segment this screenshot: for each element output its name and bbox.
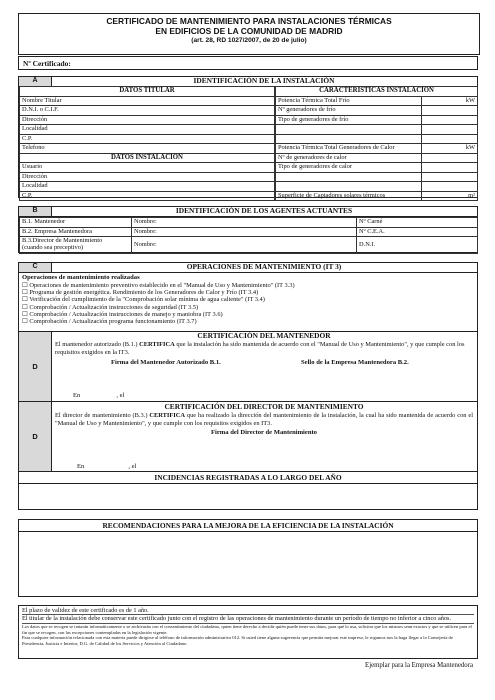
tipo-gen-calor-label: Tipo de generadores de calor	[276, 163, 422, 173]
section-a-installation	[18, 76, 478, 198]
tipo-gen-frio-spacer-1	[276, 125, 422, 135]
section-b-header	[19, 207, 477, 217]
legal-note-contact: Para cualquier información relacionada con esta materia puede dirigirse al teléfono de información administrativa 012. Si usted tiene alguna sugerencia que permita mejorar este impreso, le rogamos nos la haga llegar a la Consejería de Presidencia, Justicia e Interior, D.G. de Calidad de los Servicios y Atención al Ciudadano.	[22, 635, 453, 646]
operation-option-3[interactable]	[22, 296, 477, 303]
cert-mantenedor-text-b: que la instalación ha sido mantenida de acuerdo con el "Manual de Uso y Mantenimiento", y que cumple con los requisitos exigidos en la IT3.	[55, 340, 465, 356]
operations-list	[19, 273, 477, 326]
operation-option-label: Comprobación / Actualización instrucciones de manejo y maniobra (IT 3.6)	[29, 311, 223, 319]
operation-option-6[interactable]	[22, 318, 477, 325]
n-gen-calor-label: Nº de generadores de calor	[276, 153, 422, 163]
legal-note-data: Los datos que se recogen se tratarán informáticamente o se archivarán con el consentimiento del ciudadano, quien tiene derecho a decidir quién puede tener sus datos, para qué lo usa, solicitar que los mismos sean exactos y que se utilicen para el fin que se recogen, con las excepciones contempladas en la legislación vigente.	[22, 623, 474, 635]
checkbox-icon[interactable]: ☐	[22, 303, 28, 311]
operation-option-5[interactable]	[22, 311, 477, 318]
pot-frio-label: Potencia Térmica Total Frío	[276, 96, 422, 106]
section-c-title: OPERACIONES DE MANTENIMIENTO (IT 3)	[186, 262, 342, 271]
titular-heading: DATOS TITULAR	[20, 87, 275, 97]
cert-mantenedor-title: CERTIFICACIÓN DEL MANTENEDOR	[197, 331, 331, 340]
pot-calor-label: Potencia Térmica Total Generadores de Calor	[276, 144, 422, 154]
document-header	[18, 13, 480, 55]
cert-mantenedor-letter: D	[19, 332, 52, 401]
section-a-title: IDENTIFICACIÓN DE LA INSTALACIÓN	[193, 76, 335, 85]
cert-mantenedor-text	[55, 341, 473, 358]
cert-mantenedor-text-a: El mantenedor autorizado (B.1.)	[55, 340, 140, 348]
tipo-gen-calor-spacer-1	[276, 172, 422, 182]
cert-director-text-b: que ha realizado la dirección del mantenimiento de la instalación, la cual ha sido mantenida de acuerdo con el "Manual de Uso y Mantenimiento", y que cumple con los requisitos exigidos en IT3.	[55, 411, 473, 427]
caracteristicas-block	[275, 86, 477, 201]
titular-cp-field[interactable]: C.P.	[20, 134, 275, 144]
recomendaciones-title: RECOMENDACIONES PARA LA MEJORA DE LA EFICIENCIA DE LA INSTALACIÓN	[19, 520, 477, 532]
certificate-number-field[interactable]	[18, 56, 478, 70]
titular-phone-field[interactable]: Telefono	[20, 144, 275, 154]
checkbox-icon[interactable]: ☐	[22, 296, 28, 304]
cert-mantenedor-body	[55, 332, 473, 357]
recomendaciones-section[interactable]	[18, 519, 478, 597]
tipo-gen-frio-field-2[interactable]	[422, 125, 478, 135]
checkbox-icon[interactable]: ☐	[22, 318, 28, 326]
pot-frio-field[interactable]: kW	[422, 96, 478, 106]
n-gen-frio-field[interactable]	[422, 106, 478, 116]
section-c-letter: C	[19, 263, 52, 272]
agent-director-label-line1: B.3.Director de Mantenimiento	[22, 237, 103, 244]
certificate-number-label: Nº Certificado:	[23, 59, 71, 68]
titular-block	[19, 86, 275, 201]
agent-mantenedor-name-field[interactable]: Nombre:	[132, 218, 357, 228]
cert-director-text	[55, 412, 473, 429]
checkbox-icon[interactable]: ☐	[22, 288, 28, 296]
superficie-field[interactable]: m²	[422, 191, 478, 201]
titular-locality-field[interactable]: Localidad	[20, 125, 275, 135]
section-c-header	[19, 263, 477, 273]
firma-mantenedor-label[interactable]: Firma del Mantenedor Autorizado B.1.	[111, 359, 221, 366]
agent-director-name-field[interactable]: Nombre:	[132, 237, 357, 254]
operation-option-1[interactable]	[22, 282, 477, 289]
tipo-gen-frio-label: Tipo de generadores de frío	[276, 115, 422, 125]
instal-address-field[interactable]: Dirección	[20, 172, 275, 182]
pot-calor-field[interactable]: kW	[422, 144, 478, 154]
caracteristicas-heading: CARACTERÍSTICAS INSTALACIÓN	[276, 87, 478, 97]
agent-director-label-line2: (cuando sea preceptivo)	[22, 244, 84, 252]
place-label: En	[73, 392, 81, 399]
tipo-gen-calor-field-2[interactable]	[422, 172, 478, 182]
agent-director-label	[20, 237, 132, 254]
superficie-label: Superficie de Captadores solares térmicos	[276, 191, 422, 201]
sello-empresa-label[interactable]: Sello de la Empresa Mantenedora B.2.	[301, 359, 409, 366]
section-c-operations	[18, 262, 478, 332]
titular-address-field[interactable]: Dirección	[20, 115, 275, 125]
operation-option-label: Verificación del cumplimiento de la "Comprobación solar mínima de agua caliente" (IT 3.4)	[29, 296, 265, 304]
tipo-gen-frio-field-1[interactable]	[422, 115, 478, 125]
tipo-gen-calor-field-3[interactable]	[422, 182, 478, 192]
date-label: , el	[128, 463, 137, 470]
agent-mantenedor-id-field[interactable]: Nº Carné	[357, 218, 478, 228]
agent-director-id-field[interactable]: D.N.I.	[357, 237, 478, 254]
cert-director-place-date[interactable]	[77, 463, 136, 471]
agent-empresa-name-field[interactable]: Nombre:	[132, 227, 357, 237]
cert-director-letter: D	[19, 402, 52, 471]
cert-director-title: CERTIFICACIÓN DEL DIRECTOR DE MANTENIMIENTO	[164, 402, 364, 411]
keep-note: El titular de la instalación debe conservar este certificado junto con el registro de las operaciones de mantenimiento durante un período de tiempo no inferior a cinco años.	[22, 614, 474, 623]
operation-option-label: Operaciones de mantenimiento preventivo establecido en el "Manual de Uso y Mantenimiento" (IT 3.3)	[29, 281, 295, 289]
validity-note: El plazo de validez de este certificado es de 1 año.	[22, 607, 149, 614]
n-gen-calor-field[interactable]	[422, 153, 478, 163]
header-title-line2: EN EDIFICIOS DE LA COMUNIDAD DE MADRID	[155, 25, 343, 36]
operations-subtitle: Operaciones de mantenimiento realizadas	[22, 274, 140, 281]
operation-option-2[interactable]	[22, 289, 477, 296]
instal-user-field[interactable]: Usuario	[20, 163, 275, 173]
date-label: , el	[116, 392, 125, 399]
operation-option-label: Programa de gestión energética. Rendimiento de los Generadores de Calor y Frío (IT 3.4)	[29, 288, 259, 296]
cert-director-section	[18, 402, 478, 472]
cert-mantenedor-certifica: CERTIFICA	[139, 340, 175, 348]
tipo-gen-frio-field-3[interactable]	[422, 134, 478, 144]
cert-director-body	[55, 403, 473, 437]
section-b-agents	[18, 206, 478, 253]
section-a-letter: A	[19, 77, 52, 86]
agent-mantenedor-label: B.1. Mantenedor	[20, 218, 132, 228]
firma-director-label[interactable]: Firma del Director de Mantenimiento	[211, 429, 317, 437]
titular-dni-field[interactable]: D.N.I. o C.I.F.	[20, 106, 275, 116]
tipo-gen-calor-spacer-2	[276, 182, 422, 192]
n-gen-frio-label: Nº generadores de frío	[276, 106, 422, 116]
cert-director-certifica: CERTIFICA	[149, 411, 185, 419]
agent-empresa-label: B.2. Empresa Mantenedora	[20, 227, 132, 237]
operation-option-4[interactable]	[22, 304, 477, 311]
incidencias-title: INCIDENCIAS REGISTRADAS A LO LARGO DEL AÑO	[19, 472, 477, 484]
checkbox-icon[interactable]: ☐	[22, 311, 28, 319]
ejemplar-label: Ejemplar para la Empresa Mantenedora	[365, 662, 473, 669]
place-label: En	[77, 463, 85, 470]
tipo-gen-frio-spacer-2	[276, 134, 422, 144]
operation-option-label: Comprobación / Actualización programa funcionamiento (IT 3.7)	[29, 318, 197, 326]
instal-locality-field[interactable]: Localidad	[20, 182, 275, 192]
titular-name-field[interactable]: Nombre Titular	[20, 96, 275, 106]
cert-director-text-a: El director de mantenimiento (B.3.)	[55, 411, 150, 419]
section-b-letter: B	[19, 207, 52, 216]
checkbox-icon[interactable]: ☐	[22, 281, 28, 289]
instal-cp-field[interactable]: C.P.	[20, 191, 275, 201]
incidencias-section[interactable]	[18, 472, 478, 510]
cert-mantenedor-place-date[interactable]	[73, 392, 124, 400]
header-title-line1: CERTIFICADO DE MANTENIMIENTO PARA INSTALACIONES TÉRMICAS	[106, 16, 392, 26]
section-b-title: IDENTIFICACIÓN DE LOS AGENTES ACTUANTES	[175, 206, 353, 215]
footer-notes	[18, 605, 478, 659]
instalacion-heading: DATOS INSTALACIÓN	[20, 153, 275, 163]
cert-mantenedor-section	[18, 332, 478, 402]
operation-option-label: Comprobación / Actualización instrucciones de seguridad (IT 3.5)	[29, 303, 199, 311]
tipo-gen-calor-field-1[interactable]	[422, 163, 478, 173]
header-legal-reference: (art. 28, RD 1027/2007, de 20 de julio)	[191, 37, 307, 45]
agent-empresa-id-field[interactable]: Nº C.E.A.	[357, 227, 478, 237]
